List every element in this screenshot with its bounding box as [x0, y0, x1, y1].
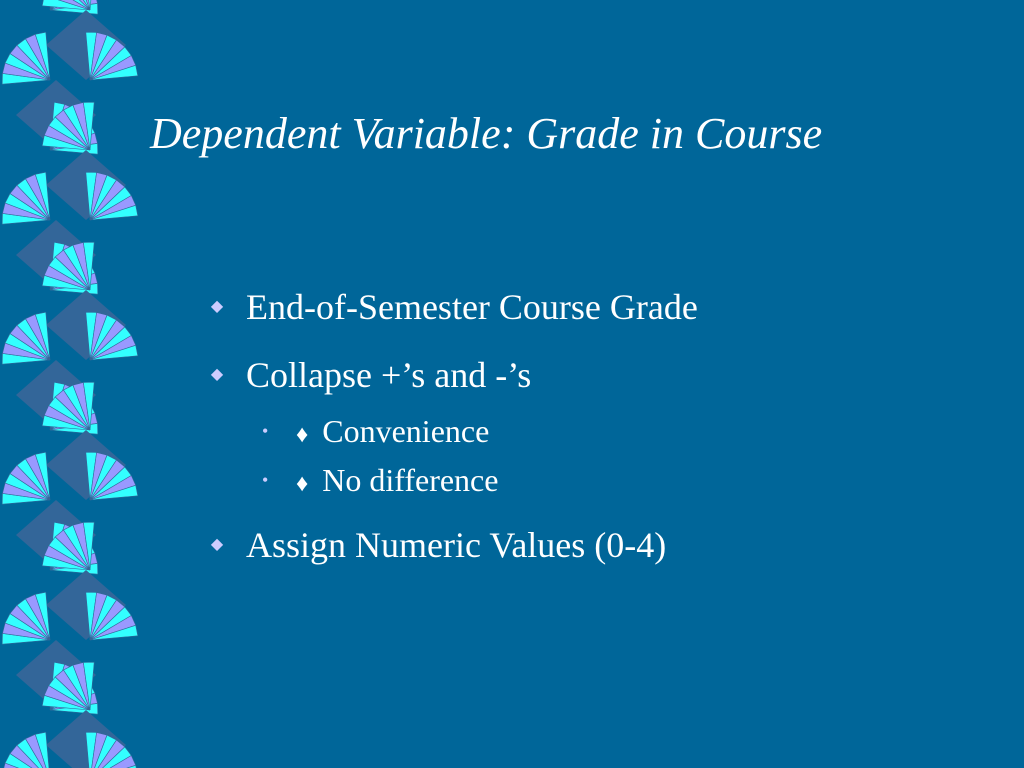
sub-bullet-item [210, 411, 698, 451]
slide-title: Dependent Variable: Grade in Course [150, 109, 823, 158]
diamond-bullet-icon: ◆ [210, 536, 224, 553]
dot-bullet-icon: • [262, 421, 269, 441]
sub-bullet-text: Convenience [322, 413, 490, 449]
diamond-bullet-icon: ◆ [210, 298, 224, 315]
diamond-bullet-icon: ◆ [210, 366, 224, 383]
sub-bullet-item [210, 460, 698, 500]
bullet-text: End-of-Semester Course Grade [246, 287, 698, 327]
diamond-icon: ♦ [296, 422, 309, 448]
diamond-icon: ♦ [296, 471, 309, 497]
pinwheel-ribbon-icon [0, 0, 140, 768]
bullet-list [210, 283, 698, 589]
sub-bullet-text: No difference [322, 462, 499, 498]
bullet-item [210, 521, 698, 569]
bullet-item [210, 351, 698, 399]
bullet-item [210, 283, 698, 331]
bullet-text: Assign Numeric Values (0-4) [246, 525, 667, 565]
bullet-text: Collapse +’s and -’s [246, 355, 532, 395]
dot-bullet-icon: • [262, 470, 269, 490]
